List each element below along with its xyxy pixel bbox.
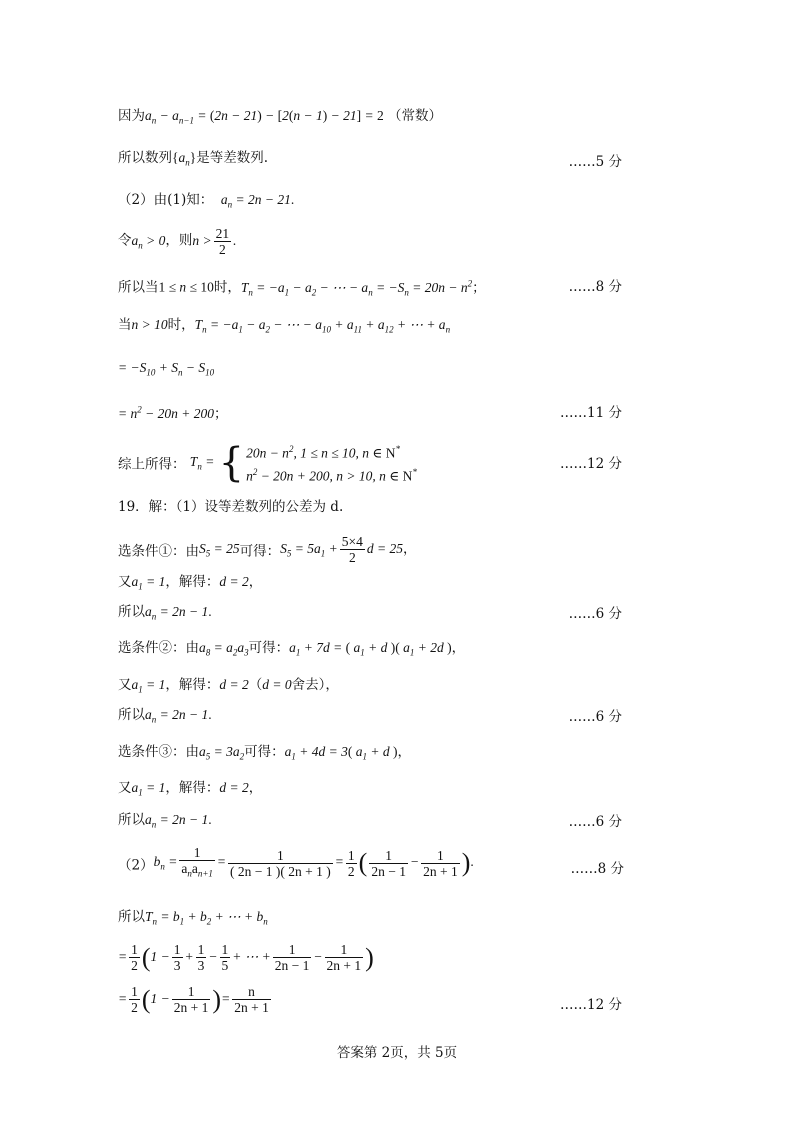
arithmetic-conclusion	[118, 148, 268, 173]
sequence-symbol: $\{a_n\}$	[172, 150, 197, 168]
part2-lead: （2）由(1)知：	[118, 192, 214, 208]
let-mid: ，则	[165, 232, 193, 249]
also1-result: d = 2，	[219, 574, 263, 589]
arithmetic-tail: 是等差数列.	[196, 150, 269, 166]
condition1-also	[118, 572, 262, 597]
also1-mid: ，解得：	[165, 574, 220, 590]
condition2-formula: $a_1 + 7d$ = ( $a_1 + d$ )( $a_1 + 2d$ )，	[289, 640, 466, 658]
also2-result: d = 2	[219, 677, 249, 692]
also1-given: $a_1 = 1$	[131, 574, 166, 592]
score-12: ……12 分	[560, 456, 622, 472]
also2-lead: 又	[118, 677, 132, 693]
also3-lead: 又	[118, 780, 132, 796]
so1-formula: $a_n = 2n - 1$.	[145, 604, 212, 622]
also3-mid: ，解得：	[165, 780, 220, 796]
condition2-mid: 可得：	[248, 640, 290, 656]
arithmetic-lead: 所以数列	[118, 150, 172, 166]
final-formula: = $\frac{1}{2}$ (1 − $\frac{1}{2n + 1}$ )= $\frac{n}{2n + 1}$	[118, 984, 269, 1015]
inequality-line	[118, 226, 237, 257]
sum-lead: 所以	[118, 909, 145, 925]
so2-lead: 所以	[118, 707, 145, 723]
condition2-given: $a_8 = a_2a_3$	[199, 640, 249, 658]
score-8: ……8 分	[568, 279, 622, 295]
case2-mid: 时，	[167, 317, 195, 333]
condition1-given: $S_5 = 25$	[199, 540, 240, 559]
score-8b: ……8 分	[570, 861, 624, 877]
so1-lead: 所以	[118, 604, 145, 620]
sum-line	[118, 907, 268, 932]
condition3-so	[118, 810, 212, 835]
also2-mid: ，解得：	[165, 677, 220, 693]
bn-formula: $b_n$ = $\frac{1}{a_na_{n+1}}$ = $\frac{1}{( 2n - 1 )( 2n + 1 )}$ = $\frac{1}{2}$ ( $\frac{1}{2n - 1}$ − $\frac{1}{2n + 1}$ ).	[153, 845, 474, 879]
case1-formula: $T_n = -a_1 - a_2$ − ⋯ − $a_n = -S_n = 20n - n^2$；	[240, 278, 486, 298]
case1-range: 1 ≤ n ≤ 10	[158, 279, 214, 295]
difference-lead: 因为	[118, 108, 145, 124]
difference-line	[118, 106, 442, 131]
condition3-formula: $a_1 + 4d = 3$( $a_1 + d$ )，	[284, 744, 411, 762]
also2-discard: d = 0	[262, 677, 292, 692]
telescoping-formula: = $\frac{1}{2}$ (1 − $\frac{1}{3}$ + $\frac{1}{3}$ − $\frac{1}{5}$ + ⋯ + $\frac{1}{2n - 1}$ − $\frac{1}{2n + 1}$ )	[118, 942, 374, 973]
so3-lead: 所以	[118, 812, 145, 828]
condition1-lead: 选条件①：由	[118, 543, 199, 560]
let-lead: 令	[118, 232, 132, 249]
part2-formula-line	[118, 190, 294, 215]
also2-note-close: 舍去），	[291, 677, 339, 693]
positive-term-condition: $a_n > 0$	[131, 232, 166, 251]
condition1-so	[118, 602, 212, 627]
problem19-intro: 19．解：（1）设等差数列的公差为 d.	[118, 499, 344, 515]
condition2-also	[118, 675, 339, 700]
summary-line	[118, 440, 417, 485]
case1-line	[118, 273, 486, 302]
condition3-also	[118, 778, 262, 803]
also1-lead: 又	[118, 574, 132, 590]
condition1-mid: 可得：	[239, 543, 281, 560]
case2-formula: $T_n = -a_1 - a_2$ − ⋯ − $a_{10} + a_{11} + a_{12}$ + ⋯ + $a_n$	[194, 317, 451, 335]
condition2-line	[118, 638, 465, 663]
part2-bn-line	[118, 845, 474, 882]
condition1-formula: $S_5 = 5a_1$ + $\frac{5\times 4}{2}$ d = 25，	[280, 534, 417, 565]
condition3-line	[118, 742, 411, 767]
also3-result: d = 2，	[219, 780, 263, 795]
case2-step-formula: = $-S_{10} + S_n - S_{10}$	[118, 360, 215, 378]
summary-lead: 综上所得：	[118, 456, 186, 473]
condition2-so	[118, 705, 212, 730]
so3-formula: $a_n = 2n - 1$.	[145, 812, 212, 830]
case2-result-formula: = $n^2 - 20n + 200$；	[118, 404, 228, 421]
case2-line	[118, 315, 450, 340]
condition2-lead: 选条件②：由	[118, 640, 199, 656]
score-12b: ……12 分	[560, 997, 622, 1013]
telescoping-line	[118, 942, 374, 973]
part2-bn-lead: （2）	[118, 857, 154, 874]
summary-lhs: $T_n$ =	[189, 453, 215, 472]
sum-formula: $T_n = b_1 + b_2$ + ⋯ + $b_n$	[145, 909, 268, 927]
case2-step	[118, 358, 214, 383]
condition3-lead: 选条件③：由	[118, 744, 199, 760]
difference-formula: $a_n - a_{n-1} = (2n - 21) - [2(n - 1) - 21] = 2$	[145, 108, 384, 126]
page-footer: 答案第 2页，共 5页	[336, 1045, 458, 1061]
score-6b: ……6 分	[568, 709, 622, 725]
final-line	[118, 984, 273, 1015]
also3-given: $a_1 = 1$	[131, 780, 166, 798]
so2-formula: $a_n = 2n - 1$.	[145, 707, 212, 725]
case2-range: n > 10	[131, 317, 168, 332]
case1-mid: 时，	[213, 279, 241, 296]
difference-note: （常数）	[388, 108, 442, 124]
score-6a: ……6 分	[568, 606, 622, 622]
case1-lead: 所以当	[118, 279, 159, 296]
condition3-given: $a_5 = 3a_2$	[199, 744, 245, 762]
score-6c: ……6 分	[568, 814, 622, 830]
score-11: ……11 分	[560, 405, 622, 421]
n-bound: n > $\frac{21}{2}$ .	[192, 226, 237, 257]
case2-result	[118, 399, 227, 424]
case2-lead: 当	[118, 317, 132, 333]
also2-given: $a_1 = 1$	[131, 677, 166, 695]
general-term-formula: $a_n = 2n - 21$.	[217, 192, 295, 210]
piecewise-formula: { $20n - n^2$, 1 ≤ n ≤ 10, n ∈ N* $n^2 - 20n + 200$, n > 10, n ∈ N*	[218, 439, 417, 486]
score-5: ……5 分	[568, 154, 622, 170]
also2-note-open: （	[248, 677, 263, 693]
condition1-line	[118, 534, 417, 565]
condition3-mid: 可得：	[244, 744, 285, 760]
